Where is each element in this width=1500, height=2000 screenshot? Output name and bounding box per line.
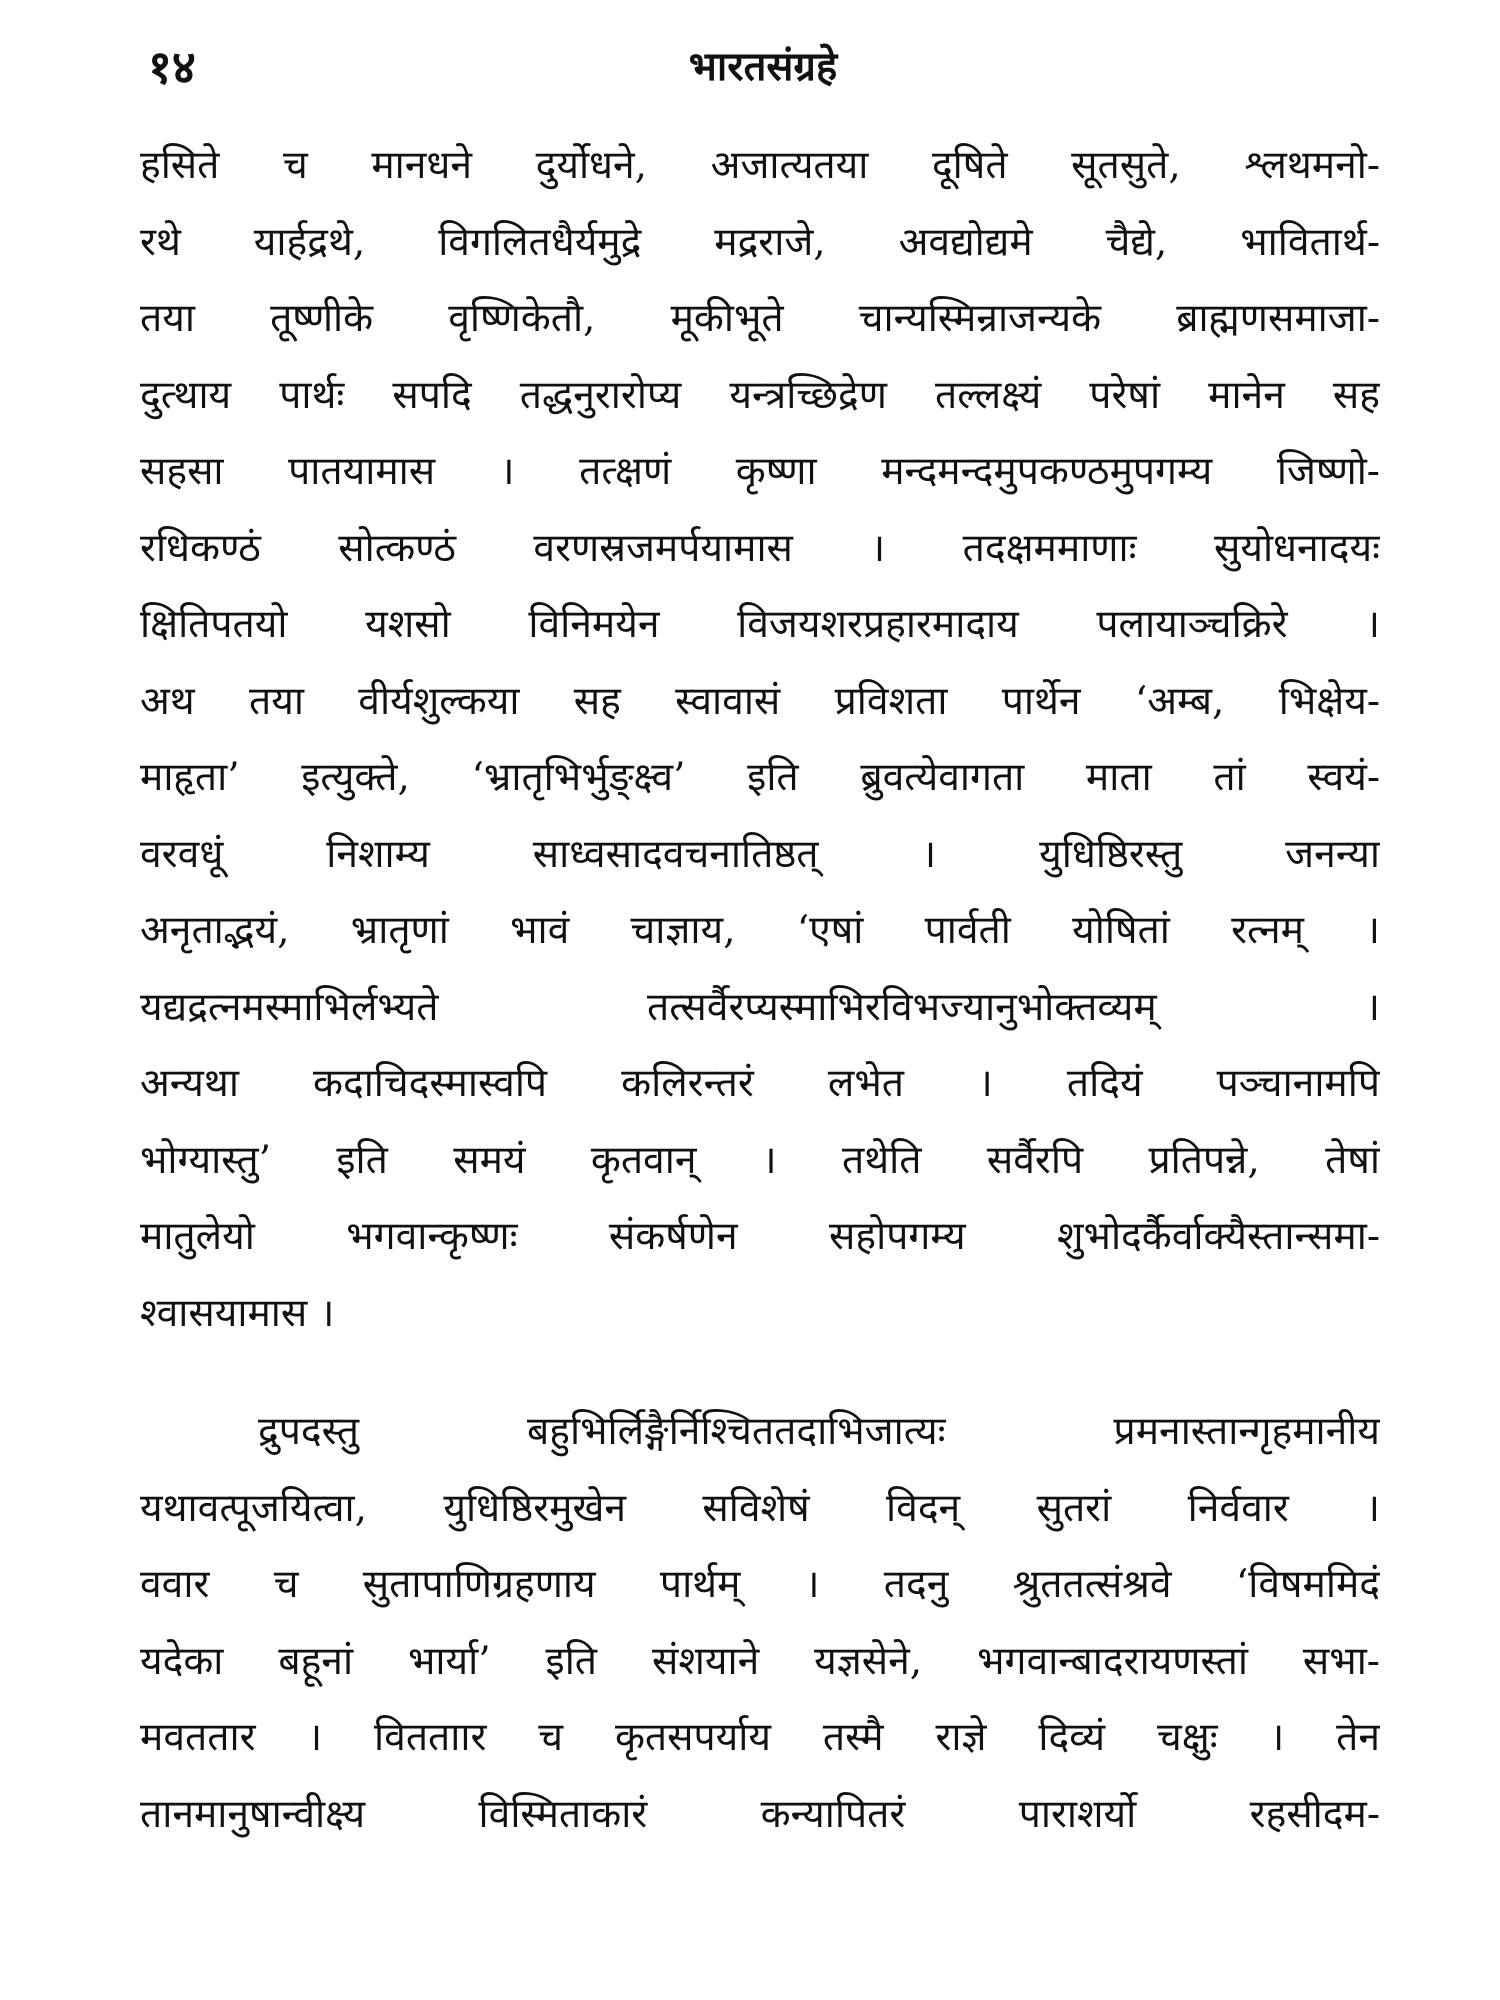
paragraph-spacer	[140, 1352, 1380, 1394]
text-line: तया तूष्णीके वृष्णिकेतौ, मूकीभूते चान्यस्मिन्राजन्यके ब्राह्मणसमाजा-	[140, 296, 1380, 341]
text-line: तानमानुषान्वीक्ष्य विस्मिताकारं कन्यापितरं पाराशर्यो रहसीदम-	[140, 1791, 1380, 1837]
text-line: हसिते च मानधने दुर्योधने, अजात्यतया दूषिते सूतसुते, श्लथमनो-	[140, 143, 1380, 188]
text-line: अन्यथा कदाचिदस्मास्वपि कलिरन्तरं लभेत । तदियं पञ्चानामपि	[140, 1061, 1380, 1106]
page-number: १४	[148, 40, 196, 94]
body-text	[140, 128, 1380, 1853]
text-line: श्वासयामास ।	[140, 1290, 335, 1336]
text-line: यद्यद्रत्नमस्माभिर्लभ्यते तत्सर्वैरप्यस्माभिरविभज्यानुभोक्तव्यम् ।	[140, 984, 1380, 1030]
text-line: रधिकण्ठं सोत्कण्ठं वरणस्रजमर्पयामास । तदक्षममाणाः सुयोधनादयः	[140, 525, 1380, 571]
text-line: भोग्यास्तु’ इति समयं कृतवान् । तथेति सर्वैरपि प्रतिपन्ने, तेषां	[140, 1137, 1380, 1183]
text-line: वरवधूं निशाम्य साध्वसादवचनातिष्ठत् । युधिष्ठिरस्तु जनन्या	[140, 831, 1380, 877]
paragraph-2	[140, 1394, 1380, 1853]
paragraph-1	[140, 128, 1380, 1352]
text-line: दुत्थाय पार्थः सपदि तद्धनुरारोप्य यन्त्रच्छिद्रेण तल्लक्ष्यं परेषां मानेन सह	[140, 372, 1380, 418]
text-line: द्रुपदस्तु बहुभिर्लिङ्गैर्निश्चिततदाभिजात्यः प्रमनास्तान्गृहमानीय	[258, 1409, 1380, 1454]
text-line: यथावत्पूजयित्वा, युधिष्ठिरमुखेन सविशेषं विदन् सुतरां निर्ववार ।	[140, 1485, 1380, 1531]
text-line: क्षितिपतयो यशसो विनिमयेन विजयशरप्रहारमादाय पलायाञ्चक्रिरे ।	[140, 602, 1380, 647]
text-line: ववार च सुतापाणिग्रहणाय पार्थम् । तदनु श्रुततत्संश्रवे ‘विषममिदं	[140, 1562, 1380, 1607]
text-line: अनृताद्भयं, भ्रातृणां भावं चाज्ञाय, ‘एषां पार्वती योषितां रत्नम् ।	[140, 908, 1380, 953]
page-header	[148, 32, 1378, 102]
text-line: मातुलेयो भगवान्कृष्णः संकर्षणेन सहोपगम्य शुभोदर्कैर्वाक्यैस्तान्समा-	[140, 1214, 1380, 1259]
text-line: मवततार । वितताार च कृतसपर्याय तस्मै राज्ञे दिव्यं चक्षुः । तेन	[140, 1715, 1380, 1760]
running-title: भारतसंग्रहे	[688, 43, 838, 90]
text-line: सहसा पातयामास । तत्क्षणं कृष्णा मन्दमन्दमुपकण्ठमुपगम्य जिष्णो-	[140, 449, 1380, 494]
text-line: रथे यार्हद्रथे, विगलितधैर्यमुद्रे मद्रराजे, अवद्योद्यमे चैद्ये, भावितार्थ-	[140, 219, 1380, 265]
text-line: यदेका बहूनां भार्या’ इति संशयाने यज्ञसेने, भगवान्बादरायणस्तां सभा-	[140, 1638, 1380, 1684]
text-line: माहृता’ इत्युक्ते, ‘भ्रातृभिर्भुङ्क्ष्व’ इति ब्रुवत्येवागता माता तां स्वयं-	[140, 755, 1380, 800]
text-line: अथ तया वीर्यशुल्कया सह स्वावासं प्रविशता पार्थेन ‘अम्ब, भिक्षेय-	[140, 678, 1380, 724]
